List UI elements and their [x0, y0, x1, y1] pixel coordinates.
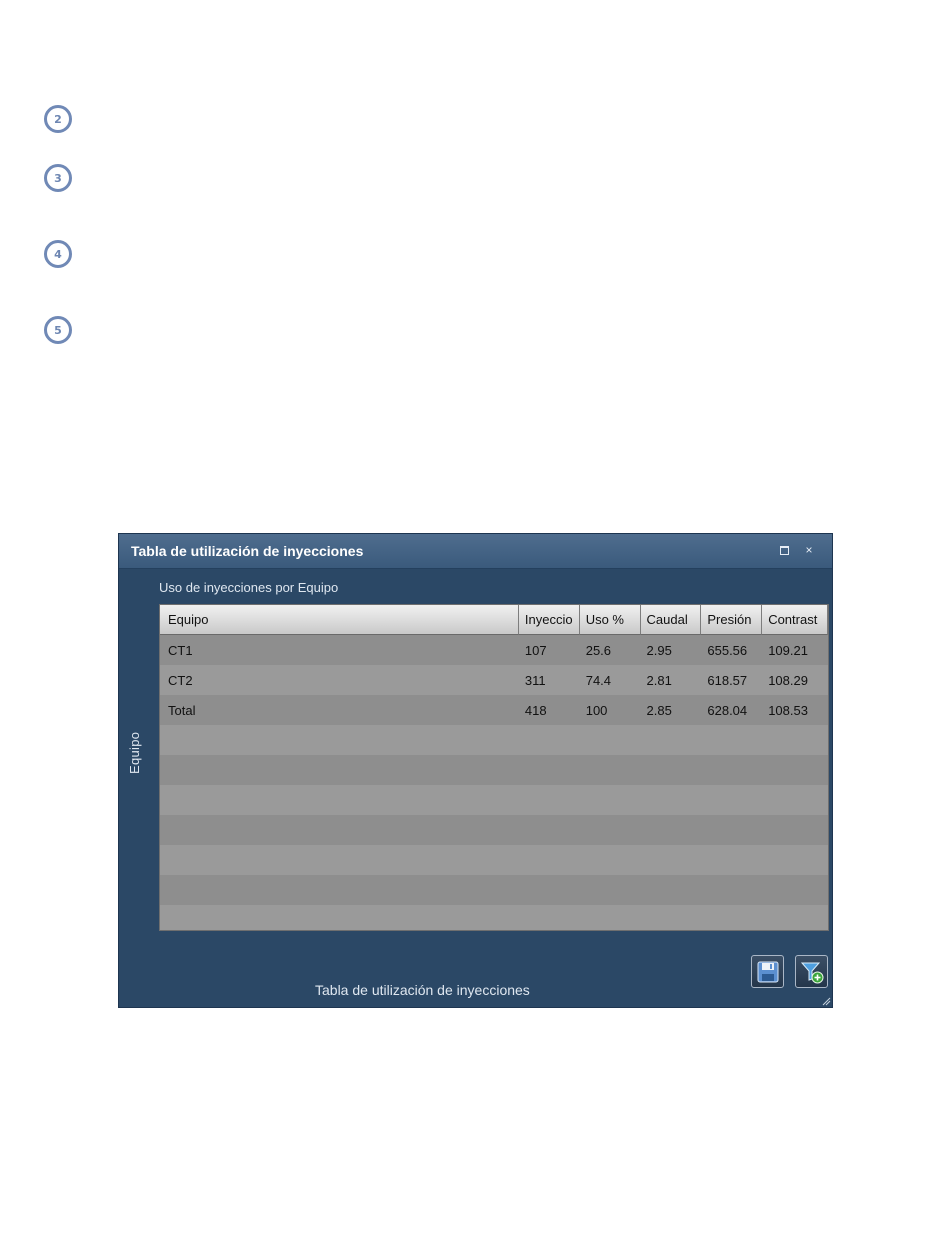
- window-footer-label: Tabla de utilización de inyecciones: [315, 982, 530, 998]
- column-header-uso[interactable]: Uso %: [580, 605, 641, 635]
- cell-caudal: [641, 875, 702, 905]
- cell-inyecciones: [519, 815, 580, 845]
- add-filter-button[interactable]: [795, 955, 828, 988]
- column-header-caudal[interactable]: Caudal: [641, 605, 702, 635]
- cell-presion: [701, 815, 762, 845]
- cell-inyecciones: 311: [524, 673, 546, 688]
- table-row[interactable]: [160, 815, 828, 845]
- maximize-button[interactable]: [777, 543, 791, 557]
- cell-caudal: [641, 815, 702, 845]
- cell-inyecciones: [519, 845, 580, 875]
- add-filter-icon: [800, 960, 824, 984]
- cell-equipo: [160, 725, 519, 755]
- cell-inyecciones: 107: [524, 643, 547, 658]
- cell-uso: [580, 845, 641, 875]
- cell-uso: 25.6: [585, 643, 612, 658]
- cell-equipo: [160, 755, 519, 785]
- column-header-contraste[interactable]: Contrast: [762, 605, 828, 635]
- column-header-inyecciones[interactable]: Inyeccio: [519, 605, 580, 635]
- cell-uso: [580, 785, 641, 815]
- table-row[interactable]: [160, 755, 828, 785]
- column-header-presion[interactable]: Presión: [701, 605, 762, 635]
- step-number: 3: [54, 171, 62, 185]
- table-row[interactable]: [160, 665, 828, 695]
- cell-equipo: [160, 905, 519, 931]
- cell-contraste: [762, 845, 828, 875]
- window-title: Tabla de utilización de inyecciones: [131, 543, 364, 559]
- cell-equipo: CT2: [168, 673, 193, 688]
- cell-caudal: [641, 755, 702, 785]
- cell-uso: [580, 875, 641, 905]
- cell-equipo: [160, 875, 519, 905]
- close-button[interactable]: ×: [805, 543, 813, 557]
- cell-inyecciones: [519, 755, 580, 785]
- cell-equipo: Total: [168, 703, 196, 718]
- cell-contraste: [762, 755, 828, 785]
- cell-presion: 655.56: [707, 643, 748, 658]
- step-number: 5: [54, 323, 62, 337]
- cell-equipo: CT1: [168, 643, 193, 658]
- table-row[interactable]: [160, 845, 828, 875]
- resize-grip-icon[interactable]: [821, 996, 831, 1006]
- cell-presion: 628.04: [707, 703, 748, 718]
- table-row[interactable]: [160, 695, 828, 725]
- cell-contraste: [762, 905, 828, 931]
- table-header: [160, 605, 828, 635]
- table-row[interactable]: [160, 905, 828, 931]
- cell-presion: 618.57: [707, 673, 748, 688]
- cell-presion: [701, 845, 762, 875]
- injection-usage-window: [118, 533, 833, 1008]
- cell-presion: [701, 875, 762, 905]
- table-body: [160, 635, 828, 931]
- cell-contraste: [762, 725, 828, 755]
- cell-inyecciones: [519, 905, 580, 931]
- cell-uso: 74.4: [585, 673, 612, 688]
- step-3-badge: [44, 164, 72, 192]
- cell-caudal: [641, 905, 702, 931]
- step-number: 4: [54, 247, 62, 261]
- cell-contraste: [762, 815, 828, 845]
- cell-caudal: 2.95: [646, 643, 672, 658]
- cell-contraste: 108.29: [768, 673, 808, 688]
- cell-inyecciones: [519, 785, 580, 815]
- cell-contraste: 109.21: [768, 643, 808, 658]
- cell-caudal: 2.85: [646, 703, 672, 718]
- vertical-axis-label: Equipo: [127, 731, 142, 774]
- cell-inyecciones: [519, 875, 580, 905]
- cell-uso: [580, 725, 641, 755]
- cell-uso: [580, 905, 641, 931]
- table-row[interactable]: [160, 785, 828, 815]
- table-row[interactable]: [160, 875, 828, 905]
- step-4-badge: [44, 240, 72, 268]
- cell-presion: [701, 725, 762, 755]
- cell-contraste: 108.53: [768, 703, 808, 718]
- cell-contraste: [762, 875, 828, 905]
- cell-uso: 100: [585, 703, 608, 718]
- column-header-equipo[interactable]: Equipo: [160, 605, 519, 635]
- cell-presion: [701, 785, 762, 815]
- cell-presion: [701, 905, 762, 931]
- step-number: 2: [54, 112, 62, 126]
- cell-contraste: [762, 785, 828, 815]
- cell-uso: [580, 755, 641, 785]
- step-5-badge: [44, 316, 72, 344]
- cell-caudal: [641, 785, 702, 815]
- usage-table: [159, 604, 829, 931]
- cell-equipo: [160, 815, 519, 845]
- floppy-disk-icon: [757, 961, 779, 983]
- cell-caudal: [641, 845, 702, 875]
- cell-caudal: 2.81: [646, 673, 672, 688]
- table-row[interactable]: [160, 725, 828, 755]
- cell-caudal: [641, 725, 702, 755]
- cell-presion: [701, 755, 762, 785]
- cell-inyecciones: 418: [524, 703, 547, 718]
- save-button[interactable]: [751, 955, 784, 988]
- table-subtitle: Uso de inyecciones por Equipo: [159, 580, 339, 595]
- table-row[interactable]: [160, 635, 828, 665]
- cell-inyecciones: [519, 725, 580, 755]
- window-titlebar[interactable]: [119, 534, 832, 569]
- maximize-icon: [780, 546, 789, 555]
- step-2-badge: [44, 105, 72, 133]
- cell-equipo: [160, 845, 519, 875]
- cell-uso: [580, 815, 641, 845]
- cell-equipo: [160, 785, 519, 815]
